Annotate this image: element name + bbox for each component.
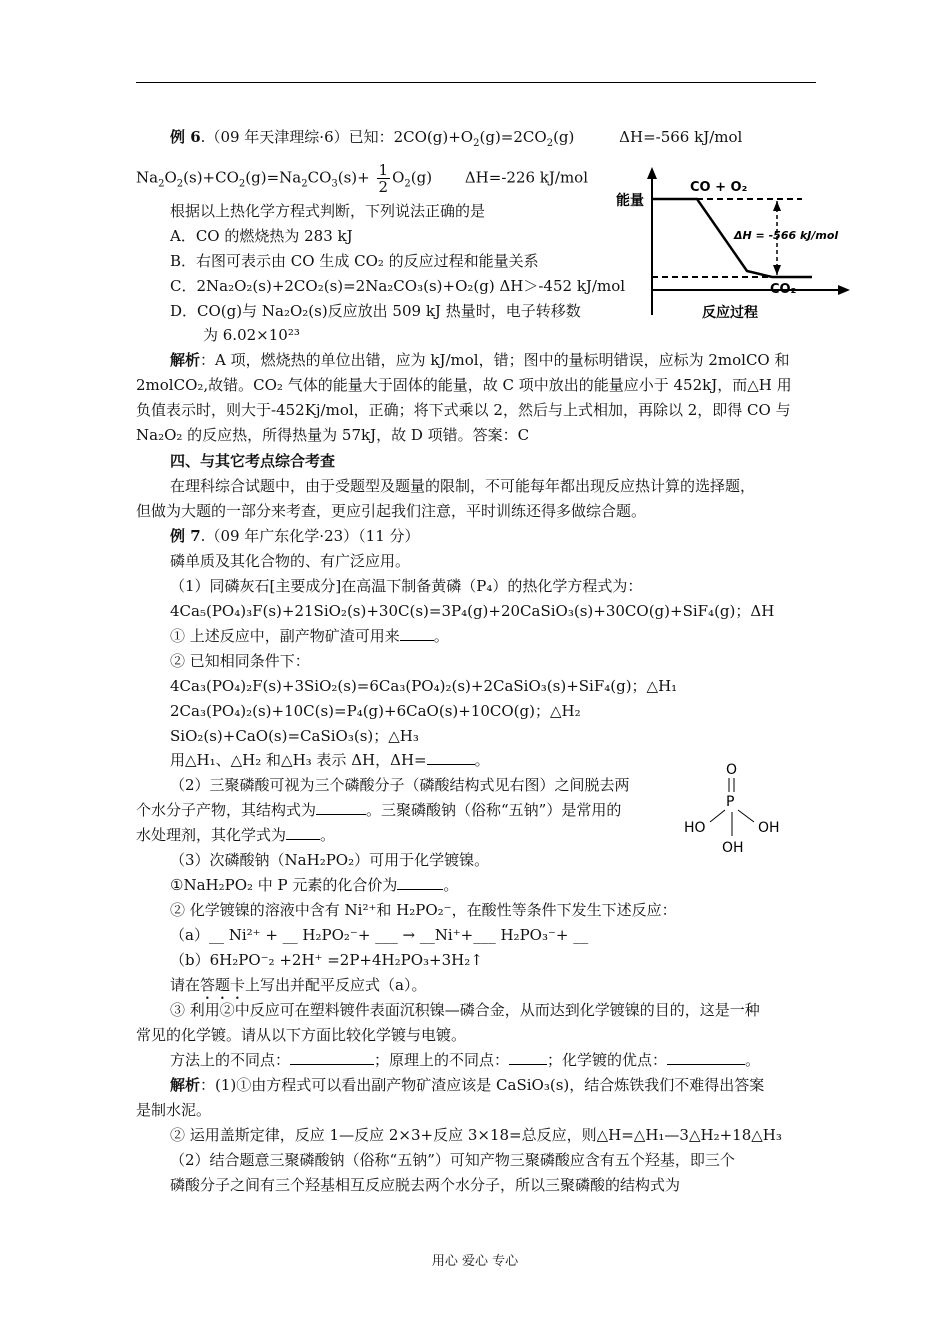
svg-text:OH: OH	[758, 820, 780, 836]
ex6-heading: 例 6.（09 年天津理综·6）已知：$2CO(g)+O_2(g)=2CO_2(g)$ ΔH=-566 kJ/mol	[170, 128, 743, 149]
ana7-line3: ② 运用盖斯定律，反应 1—反应 2×3+反应 3×18=总反应，则△H=△H₁—3△H₂+18△H₃	[170, 1126, 782, 1144]
ex7-q3c-line2: 常见的化学镀。请从以下方面比较化学镀与电镀。	[136, 1026, 467, 1044]
ex7-q2-line1: （2）三聚磷酸可视为三个磷酸分子（磷酸结构式见右图）之间脱去两	[170, 776, 630, 794]
ex7-reaction3: SiO₂(s)+CaO(s)=CaSiO₃(s)；△H₃	[170, 727, 419, 745]
top-label: CO + O₂	[690, 180, 748, 195]
dh-label: ΔH = -566 kJ/mol	[734, 229, 839, 242]
ylabel-text: 能量	[616, 193, 644, 209]
answer-blank[interactable]	[397, 875, 443, 890]
ex7-reaction-b: （b）6H₂PO⁻₂ +2H⁺ =2P+4H₂PO₃+3H₂↑	[170, 951, 483, 969]
ex7-main-eq: 4Ca₅(PO₄)₃F(s)+21SiO₂(s)+30C(s)=3P₄(g)+20CaSiO₃(s)+30CO(g)+SiF₄(g)；ΔH	[170, 602, 775, 620]
ana6-line2: 2molCO₂,故错。CO₂ 气体的能量大于固体的能量，故 C 项中放出的能量应小于 452kJ，而△H 用	[136, 376, 792, 394]
section4-title: 四、与其它考点综合考查	[170, 452, 336, 470]
ex7-reaction1: 4Ca₃(PO₄)₂F(s)+3SiO₂(s)=6Ca₃(PO₄)₂(s)+2CaSiO₃(s)+SiF₄(g)；△H₁	[170, 677, 678, 695]
ana7-line2: 是制水泥。	[136, 1101, 212, 1119]
ex7-q1: （1）同磷灰石[主要成分]在高温下制备黄磷（P₄）的热化学方程式为：	[170, 577, 643, 595]
answer-blank[interactable]	[667, 1050, 745, 1065]
ana7-line5: 磷酸分子之间有三个羟基相互反应脱去两个水分子，所以三聚磷酸的结构式为	[170, 1176, 681, 1194]
energy-diagram	[612, 165, 862, 325]
page-footer: 用心 爱心 专心	[431, 1254, 519, 1269]
answer-blank[interactable]	[509, 1050, 547, 1065]
answer-blank[interactable]	[286, 825, 320, 840]
phosphoric-acid-structure	[680, 758, 800, 858]
svg-text:P: P	[726, 794, 735, 810]
section4-p1: 在理科综合试题中，由于受题型及题量的限制，不可能每年都出现反应热计算的选择题，	[170, 477, 756, 495]
ex7-reaction2: 2Ca₃(PO₄)₂(s)+10C(s)=P₄(g)+6CaO(s)+10CO(g)；△H₂	[170, 702, 581, 720]
svg-text:OH: OH	[722, 840, 744, 856]
ana7-line4: （2）结合题意三聚磷酸钠（俗称“五钠”）可知产物三聚磷酸应含有五个羟基，即三个	[170, 1151, 735, 1169]
answer-blank[interactable]	[400, 626, 434, 641]
ex7-instruction: 请在答题卡上写出并配平反应式（a）。	[170, 976, 427, 994]
ex7-q3b: ② 化学镀镍的溶液中含有 Ni²⁺和 H₂PO₂⁻，在酸性等条件下发生下述反应：	[170, 901, 677, 919]
ex6-option-a: A．CO 的燃烧热为 283 kJ	[170, 227, 353, 245]
ex7-q1c: 用△H₁、△H₂ 和△H₃ 表示 ΔH，ΔH= 。	[170, 751, 490, 769]
ex6-dh2: ΔH=-226 kJ/mol	[464, 168, 589, 187]
ex7-q3c-line1: ③ 利用②中反应可在塑料镀件表面沉积镍—磷合金，从而达到化学镀镍的目的，这是一种	[170, 1001, 760, 1019]
ex6-option-d-cont: 为 6.02×10²³	[203, 326, 300, 344]
ana6-line1: 解析：A 项，燃烧热的单位出错，应为 kJ/mol，错；图中的量标明错误，应标为 2molCO 和	[170, 351, 790, 369]
bottom-label: CO₂	[770, 282, 797, 297]
ex6-eq2: $Na_2O_2(s)+CO_2(g)=Na_2CO_3(s)+$ $\frac{1}{2}$ $O_2(g)$ ΔH=-226 kJ/mol	[136, 161, 589, 196]
answer-blank[interactable]	[290, 1050, 374, 1065]
section4-p2: 但做为大题的一部分来考查，更应引起我们注意，平时训练还得多做综合题。	[136, 502, 647, 520]
answer-blank[interactable]	[427, 750, 475, 765]
header-rule	[136, 82, 816, 83]
ex7-q3a: ①NaH₂PO₂ 中 P 元素的化合价为 。	[170, 876, 459, 894]
ex7-q2-line2: 个水分子产物，其结构式为 。三聚磷酸钠（俗称“五钠”）是常用的	[136, 801, 622, 819]
ex7-q1b: ② 已知相同条件下：	[170, 652, 310, 670]
ana6-line3: 负值表示时，则大于-452Kj/mol，正确；将下式乘以 2，然后与上式相加，再除以 2，即得 CO 与	[136, 401, 791, 419]
ex6-question: 根据以上热化学方程式判断，下列说法正确的是	[170, 202, 486, 220]
ex6-option-d: D．CO(g)与 Na₂O₂(s)反应放出 509 kJ 热量时，电子转移数	[170, 302, 581, 320]
ana7-line1: 解析：(1)①由方程式可以看出副产物矿渣应该是 CaSiO₃(s)，结合炼铁我们不难得出答案	[170, 1076, 765, 1094]
ana6-line4: Na₂O₂ 的反应热，所得热量为 57kJ，故 D 项错。答案：C	[136, 426, 530, 444]
ex7-q3: （3）次磷酸钠（NaH₂PO₂）可用于化学镀镍。	[170, 851, 490, 869]
answer-blank[interactable]	[316, 800, 366, 815]
ex7-reaction-a: （a）__ Ni²⁺ + __ H₂PO₂⁻+ ___ → __Ni⁺+___ H₂PO₃⁻+ __	[170, 926, 589, 944]
ex6-option-c: C．2Na₂O₂(s)+2CO₂(s)=2Na₂CO₃(s)+O₂(g) ΔH＞-452 kJ/mol	[170, 277, 626, 295]
ex7-q3d: 方法上的不同点： ；原理上的不同点： ；化学镀的优点： 。	[170, 1051, 761, 1069]
svg-text:HO: HO	[684, 820, 706, 836]
xlabel-text: 反应过程	[702, 305, 758, 321]
ex6-dh1: ΔH=-566 kJ/mol	[619, 128, 743, 146]
half-fraction: $\frac{1}{2}$	[378, 161, 389, 196]
ex7-intro: 磷单质及其化合物的、有广泛应用。	[170, 552, 411, 570]
ex7-heading: 例 7.（09 年广东化学·23）（11 分）	[170, 527, 420, 545]
ex6-option-b: B．右图可表示由 CO 生成 CO₂ 的反应过程和能量关系	[170, 252, 539, 270]
ex6-label: 例 6	[170, 128, 201, 146]
svg-text:O: O	[726, 762, 738, 778]
ex7-q2-line3: 水处理剂，其化学式为 。	[136, 826, 336, 844]
ex7-q1a: ① 上述反应中，副产物矿渣可用来 。	[170, 627, 449, 645]
